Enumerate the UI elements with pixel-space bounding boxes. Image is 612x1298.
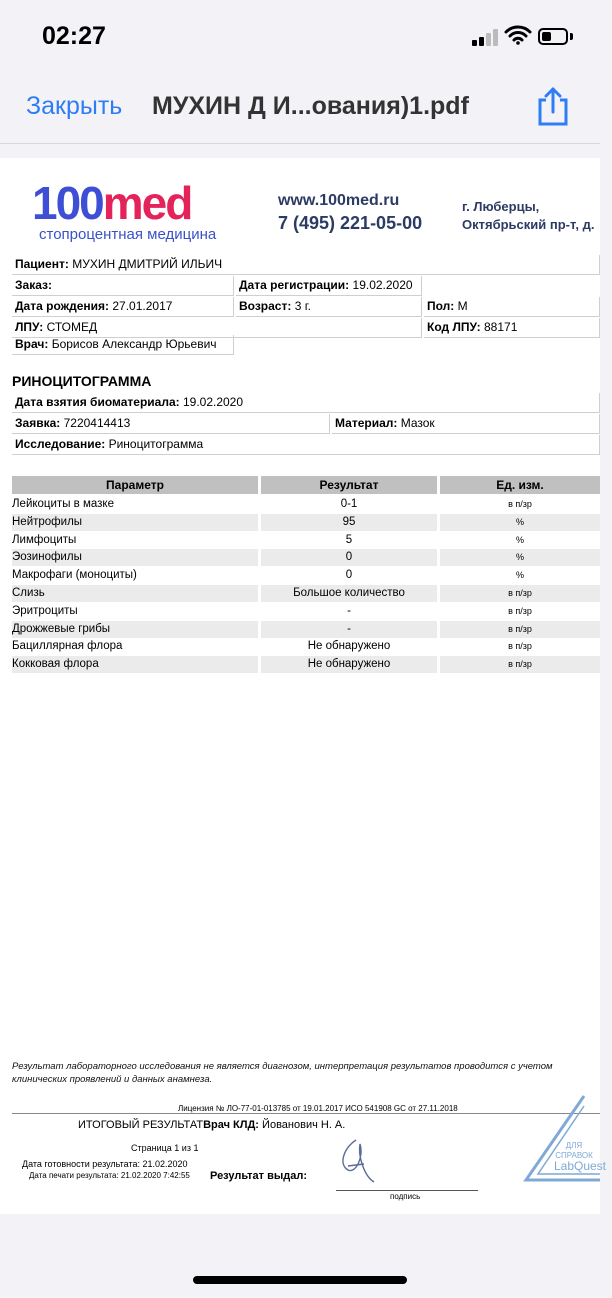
status-time: 02:27 (42, 22, 106, 50)
signature-image (334, 1136, 384, 1188)
sex-value: М (457, 299, 468, 313)
navigation-bar (0, 70, 600, 144)
table-cell-result: 0-1 (340, 498, 358, 510)
age-value: 3 г. (294, 299, 311, 313)
header-parameter: Параметр (12, 476, 258, 494)
issued-by-label: Результат выдал: (210, 1170, 307, 1182)
birth-date-value: 27.01.2017 (112, 299, 173, 313)
table-cell-parameter: Эозинофилы (12, 549, 258, 566)
table-cell-result: 0 (345, 569, 353, 582)
document-title: МУХИН Д И...ования)1.pdf (152, 92, 469, 120)
table-cell-unit: в п/зр (508, 605, 532, 616)
logo-med: med (102, 177, 192, 229)
lab-logo (32, 177, 217, 243)
close-button[interactable]: Закрыть (26, 92, 123, 120)
table-cell-parameter: Бациллярная флора (12, 640, 123, 653)
lab-stamp (524, 1090, 607, 1186)
material-value: Мазок (400, 416, 435, 430)
table-cell-unit: % (515, 570, 524, 581)
doctor-value: Борисов Александр Юрьевич (51, 337, 217, 351)
age-label: Возраст: (239, 299, 292, 313)
doctor-label: Врач: (15, 337, 49, 351)
request-cell (12, 414, 330, 434)
study-value: Риноцитограмма (108, 437, 204, 451)
final-result-line (78, 1119, 345, 1131)
table-cell-result: Не обнаружено (307, 640, 391, 653)
table-cell-result: Не обнаружено (261, 656, 437, 673)
disclaimer-text: Результат лабораторного исследования не является диагнозом, интерпретация результатов проводится с учетом клинических проявлений и данных анамнеза. (12, 1061, 553, 1085)
table-cell-parameter: Лимфоциты (12, 533, 77, 546)
table-cell-result: 95 (261, 514, 437, 531)
table-cell-result: 5 (345, 533, 353, 546)
lpu-code-label: Код ЛПУ: (427, 320, 481, 334)
reg-date-cell (236, 276, 422, 296)
lpu-code-value: 88171 (484, 320, 518, 334)
table-cell-parameter: Нейтрофилы (12, 514, 258, 531)
logo-tagline: стопроцентная медицина (39, 226, 217, 243)
lab-phone: 7 (495) 221-05-00 (278, 213, 423, 233)
header-result: Результат (261, 476, 437, 494)
header-unit: Ед. изм. (440, 476, 600, 494)
lab-website: www.100med.ru (278, 192, 400, 209)
license-divider (12, 1113, 600, 1114)
sample-date-label: Дата взятия биоматериала: (15, 395, 180, 409)
table-cell-unit: % (515, 534, 524, 545)
table-cell-parameter: Кокковая флора (12, 656, 258, 673)
table-cell-result: 0 (261, 549, 437, 566)
lpu-label: ЛПУ: (15, 320, 44, 334)
signature-caption: подпись (390, 1192, 421, 1201)
order-label: Заказ: (15, 278, 52, 292)
material-cell (332, 414, 600, 434)
table-cell-result: - (261, 621, 437, 638)
table-cell-unit: в п/зр (508, 641, 532, 652)
sample-date-value: 19.02.2020 (182, 395, 244, 409)
address-street: Октябрьский пр-т, д. (462, 217, 595, 232)
sample-date-row (12, 393, 600, 413)
lab-address (462, 198, 594, 234)
sex-cell (424, 297, 600, 317)
table-cell-unit: в п/зр (508, 499, 532, 509)
final-result-label: ИТОГОВЫЙ РЕЗУЛЬТАТ (78, 1119, 204, 1131)
cellular-signal-icon (472, 28, 498, 46)
table-cell-result: Большое количество (261, 585, 437, 602)
reg-date-value: 19.02.2020 (352, 278, 413, 292)
doctor-kld-name: Йованович Н. А. (262, 1119, 346, 1131)
status-bar (0, 0, 600, 70)
home-indicator[interactable] (193, 1276, 407, 1284)
stamp-text-top: ДЛЯ (565, 1141, 583, 1150)
study-label: Исследование: (15, 437, 106, 451)
signature-line (336, 1190, 478, 1191)
doctor-kld-label: Врач КЛД: (203, 1119, 259, 1131)
table-cell-parameter: Лейкоциты в мазке (12, 498, 114, 510)
lab-contacts (278, 192, 422, 234)
wifi-icon (505, 25, 531, 45)
birth-date-cell (12, 297, 234, 317)
reg-date-label: Дата регистрации: (239, 278, 350, 292)
order-row (12, 276, 234, 296)
logo-number: 100 (32, 177, 103, 229)
doctor-cell (12, 335, 234, 355)
patient-name: МУХИН ДМИТРИЙ ИЛЬИЧ (72, 257, 223, 271)
table-cell-parameter: Слизь (12, 585, 258, 602)
table-cell-unit: в п/зр (440, 585, 600, 602)
patient-row (12, 255, 600, 275)
battery-icon (538, 28, 568, 45)
pdf-page[interactable] (0, 158, 607, 1214)
stamp-text-middle: СПРАВОК (555, 1151, 593, 1160)
table-cell-unit: в п/зр (440, 656, 600, 673)
table-cell-parameter: Дрожжевые грибы (12, 621, 258, 638)
table-cell-result: - (347, 604, 351, 617)
lpu-code-cell (424, 318, 600, 338)
battery-cap (570, 33, 573, 40)
age-cell (236, 297, 422, 317)
study-row (12, 435, 600, 455)
table-cell-unit: в п/зр (440, 621, 600, 638)
request-value: 7220414413 (63, 416, 131, 430)
table-cell-parameter: Эритроциты (12, 604, 78, 617)
analysis-title: РИНОЦИТОГРАММА (12, 373, 152, 389)
share-icon[interactable] (535, 86, 571, 126)
print-date: Дата печати результата: 21.02.2020 7:42:55 (29, 1171, 190, 1180)
table-cell-unit: % (440, 514, 600, 531)
table-cell-parameter: Макрофаги (моноциты) (12, 569, 137, 582)
stamp-text-bottom: LabQuest (553, 1159, 607, 1173)
lpu-value: СТОМЕД (46, 320, 98, 334)
sex-label: Пол: (427, 299, 455, 313)
table-cell-unit: % (440, 549, 600, 566)
page-number: Страница 1 из 1 (131, 1143, 199, 1153)
material-label: Материал: (335, 416, 398, 430)
request-label: Заявка: (15, 416, 61, 430)
license-text: Лицензия № ЛО-77-01-013785 от 19.01.2017 ИСО 541908 GC от 27.11.2018 (178, 1104, 458, 1113)
ready-date: Дата готовности результата: 21.02.2020 (22, 1159, 188, 1169)
birth-date-label: Дата рождения: (15, 299, 110, 313)
address-city: г. Люберцы, (462, 199, 540, 214)
patient-label: Пациент: (15, 257, 69, 271)
